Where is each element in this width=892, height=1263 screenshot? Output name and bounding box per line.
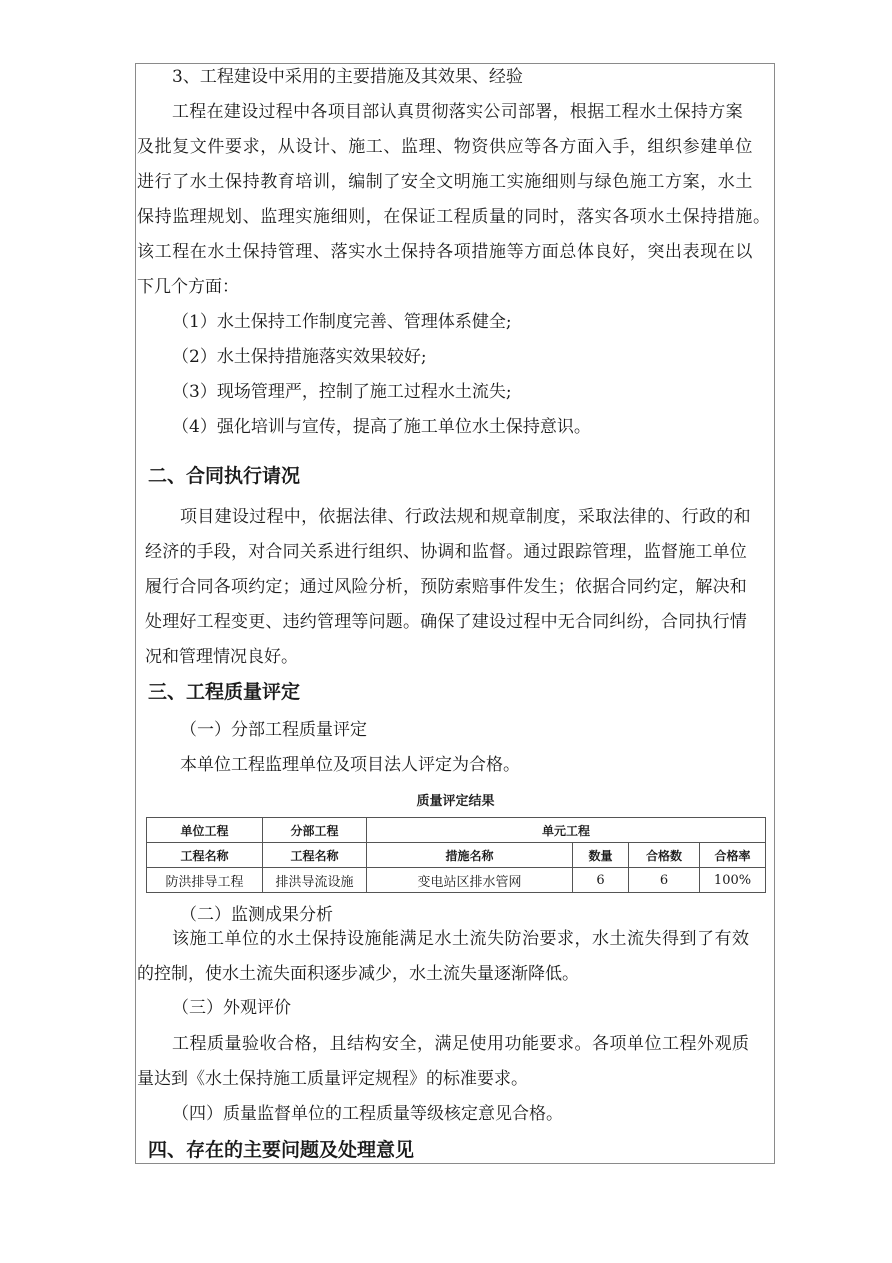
paragraph-line: 工程在建设过程中各项目部认真贯彻落实公司部署，根据工程水土保持方案 [172,102,743,122]
paragraph-line: 量达到《水土保持施工质量评定规程》的标准要求。 [137,1069,528,1089]
table-cell: 6 [573,868,629,893]
subsection-title: （二）监测成果分析 [180,905,333,925]
paragraph-line: 下几个方面： [137,277,239,297]
section-title-quality: 三、工程质量评定 [148,681,301,703]
section-title-issues: 四、存在的主要问题及处理意见 [148,1139,415,1161]
paragraph-line: 项目建设过程中，依据法律、行政法规和规章制度，采取法律的、行政的和 [180,507,751,527]
paragraph-line: 及批复文件要求，从设计、施工、监理、物资供应等各方面入手，组织参建单位 [137,137,753,157]
table-cell: 排洪导流设施 [263,868,367,893]
paragraph-line: 况和管理情况良好。 [145,647,298,667]
table-header-cell: 合格数 [629,843,700,868]
table-header-cell: 工程名称 [263,843,367,868]
subsection-title: （三）外观评价 [172,998,291,1018]
subsection-title: （一）分部工程质量评定 [180,720,367,740]
paragraph-line: 经济的手段，对合同关系进行组织、协调和监督。通过跟踪管理，监督施工单位 [145,542,747,562]
table-header-row [147,843,766,868]
paragraph-line: 保持监理规划、监理实施细则，在保证工程质量的同时，落实各项水土保持措施。 [137,207,771,227]
paragraph-line: 履行合同各项约定；通过风险分析，预防索赔事件发生；依据合同约定，解决和 [145,577,747,597]
paragraph-line: 该工程在水土保持管理、落实水土保持各项措施等方面总体良好，突出表现在以 [137,242,753,262]
paragraph-line: 的控制，使水土流失面积逐步减少，水土流失量逐渐降低。 [137,964,579,984]
list-item: （4）强化培训与宣传，提高了施工单位水土保持意识。 [172,417,591,437]
table-header-row [147,818,766,843]
table-cell: 防洪排导工程 [147,868,263,893]
subsection-title: （四）质量监督单位的工程质量等级核定意见合格。 [172,1104,563,1124]
section-title-contract: 二、合同执行请况 [148,465,301,487]
paragraph-line: 处理好工程变更、违约管理等问题。确保了建设过程中无合同纠纷，合同执行情 [145,612,747,632]
table-header-cell: 单位工程 [147,818,263,843]
table-header-cell: 合格率 [700,843,766,868]
table-header-cell: 措施名称 [367,843,573,868]
paragraph-line: 该施工单位的水土保持设施能满足水土流失防治要求，水土流失得到了有效 [172,929,750,949]
paragraph-line: 进行了水土保持教育培训，编制了安全文明施工实施细则与绿色施工方案，水土 [137,172,753,192]
table-row [147,868,766,893]
list-item: （1）水土保持工作制度完善、管理体系健全; [172,312,512,332]
table-header-cell: 分部工程 [263,818,367,843]
table-cell: 6 [629,868,700,893]
table-header-cell: 单元工程 [367,818,766,843]
table-header-cell: 数量 [573,843,629,868]
table-header-cell: 工程名称 [147,843,263,868]
paragraph-line: 本单位工程监理单位及项目法人评定为合格。 [180,755,520,775]
subheading-measures: 3、工程建设中采用的主要措施及其效果、经验 [172,67,523,87]
table-caption: 质量评定结果 [416,794,495,809]
quality-table [146,817,766,893]
list-item: （3）现场管理严，控制了施工过程水土流失; [172,382,512,402]
table-cell: 100% [700,868,766,893]
paragraph-line: 工程质量验收合格，且结构安全，满足使用功能要求。各项单位工程外观质 [172,1034,750,1054]
list-item: （2）水土保持措施落实效果较好; [172,347,427,367]
table-cell: 变电站区排水管网 [367,868,573,893]
